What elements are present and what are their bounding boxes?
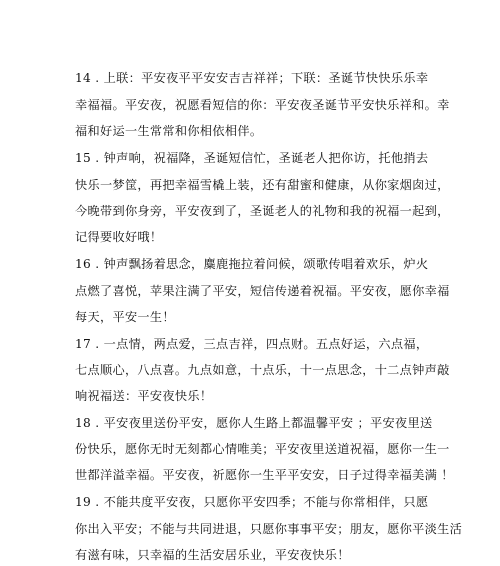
text-line: 七点顺心，八点喜。九点如意，十点乐，十一点思念，十二点钟声敲 bbox=[75, 363, 450, 377]
text-line: 每天，平安一生！ bbox=[75, 310, 175, 324]
text-line: 15 . 钟声响，祝福降，圣诞短信忙，圣诞老人把你访，托他捎去 bbox=[75, 151, 429, 165]
text-line: 点燃了喜悦，苹果注满了平安，短信传递着祝福。平安夜，愿你幸福 bbox=[75, 284, 450, 298]
text-line: 幸福福。平安夜，祝愿看短信的你：平安夜圣诞节平安快乐祥和。幸 bbox=[75, 98, 450, 112]
text-line: 响祝福送：平安夜快乐！ bbox=[75, 389, 213, 403]
text-line: 世都洋溢幸福。平安夜，祈愿你一生平平安安，日子过得幸福美满 ！ bbox=[75, 468, 454, 482]
text-line: 17 . 一点情，两点爱，三点吉祥，四点财。五点好运，六点福， bbox=[75, 337, 429, 351]
text-line: 19 . 不能共度平安夜，只愿你平安四季；不能与你常相伴，只愿 bbox=[75, 495, 429, 509]
text-line: 记得要收好哦！ bbox=[75, 230, 163, 244]
text-line: 你出入平安；不能与共同进退，只愿你事事平安；朋友，愿你平淡生活 bbox=[75, 522, 463, 536]
text-line: 有滋有味，只幸福的生活安居乐业，平安夜快乐！ bbox=[75, 548, 350, 562]
text-line: 份快乐，愿你无时无刻都心情唯美；平安夜里送道祝福，愿你一生一 bbox=[75, 442, 450, 456]
text-line: 福和好运一生常常和你相依相伴。 bbox=[75, 124, 263, 138]
text-line: 16 . 钟声飘扬着思念，麋鹿拖拉着问候，颂歌传唱着欢乐，炉火 bbox=[75, 257, 429, 271]
text-line: 今晚带到你身旁，平安夜到了，圣诞老人的礼物和我的祝福一起到， bbox=[75, 204, 450, 218]
text-line: 快乐一梦筐，再把幸福雪橇上装，还有甜蜜和健康，从你家烟囱过， bbox=[75, 178, 450, 192]
text-line: 18 . 平安夜里送份平安，愿你人生路上都温馨平安 ；平安夜里送 bbox=[75, 416, 433, 430]
text-line: 14 . 上联：平安夜平平安安吉吉祥祥；下联：圣诞节快快乐乐幸 bbox=[75, 71, 429, 85]
